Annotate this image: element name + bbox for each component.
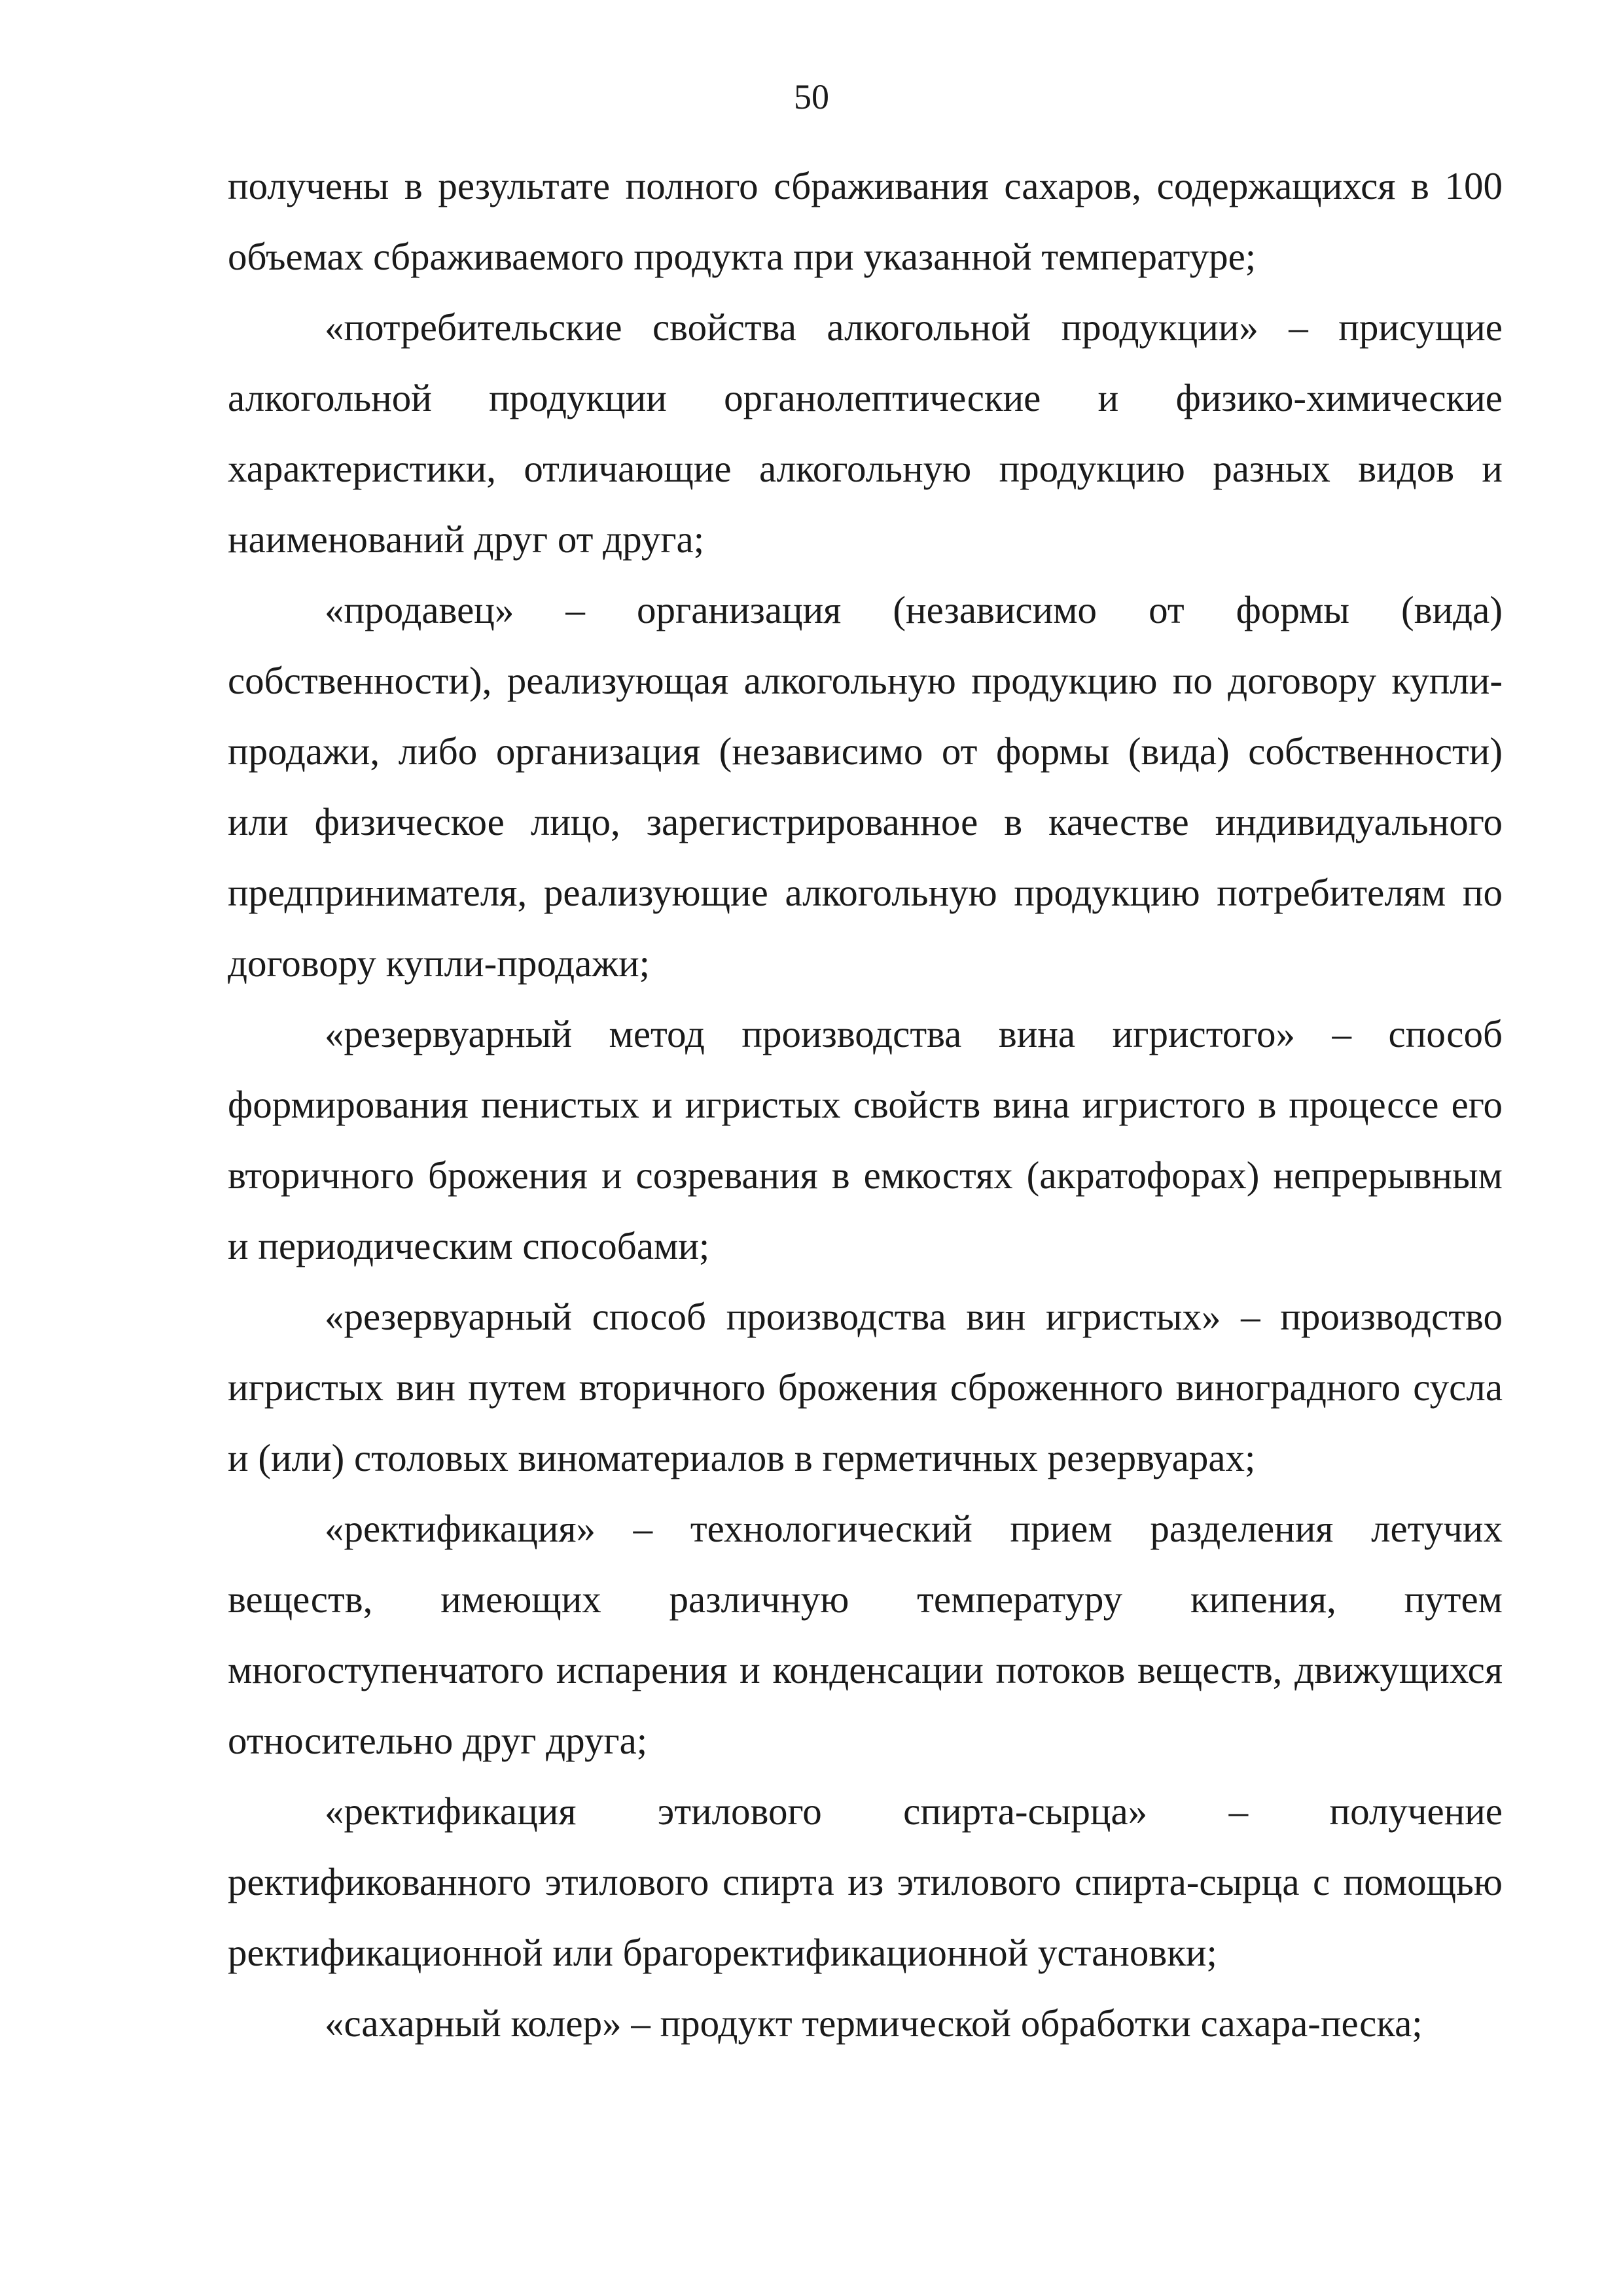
paragraph-raw-spirit-rectification: «ректификация этилового спирта-сырца» – получение ректификованного этилового спирта из этилового спирта-сырца с помощью ректификационной или брагоректификационной установки;: [228, 1790, 1503, 1974]
paragraph-sugar-color: «сахарный колер» – продукт термической обработки сахара-песка;: [325, 2002, 1423, 2045]
document-body: [228, 150, 1503, 2058]
paragraph-fermentation-continuation: получены в результате полного сбраживания сахаров, содержащихся в 100 объемах сбраживаемого продукта при указанной температуре;: [228, 164, 1503, 278]
page-number: 50: [794, 77, 829, 116]
paragraph-reservoir-production: «резервуарный способ производства вин игристых» – производство игристых вин путем вторичного брожения сброженного виноградного сусла и (или) столовых виноматериалов в герметичных резервуарах;: [228, 1295, 1503, 1479]
paragraph-rectification: «ректификация» – технологический прием разделения летучих веществ, имеющих различную температуру кипения, путем многоступенчатого испарения и конденсации потоков веществ, движущихся относительно друг друга;: [228, 1507, 1503, 1762]
paragraph-consumer-properties: «потребительские свойства алкогольной продукции» – присущие алкогольной продукции органолептические и физико-химические характеристики, отличающие алкогольную продукцию разных видов и наименований друг от друга;: [228, 306, 1503, 561]
paragraph-reservoir-method: «резервуарный метод производства вина игристого» – способ формирования пенистых и игристых свойств вина игристого в процессе его вторичного брожения и созревания в емкостях (акратофорах) непрерывным и периодическим способами;: [228, 1012, 1503, 1267]
paragraph-seller: «продавец» – организация (независимо от формы (вида) собственности), реализующая алкогольную продукцию по договору купли-продажи, либо организация (независимо от формы (вида) собственности) или физическое лицо, зарегистрированное в качестве индивидуального предпринимателя, реализующие алкогольную продукцию потребителям по договору купли-продажи;: [228, 588, 1503, 985]
